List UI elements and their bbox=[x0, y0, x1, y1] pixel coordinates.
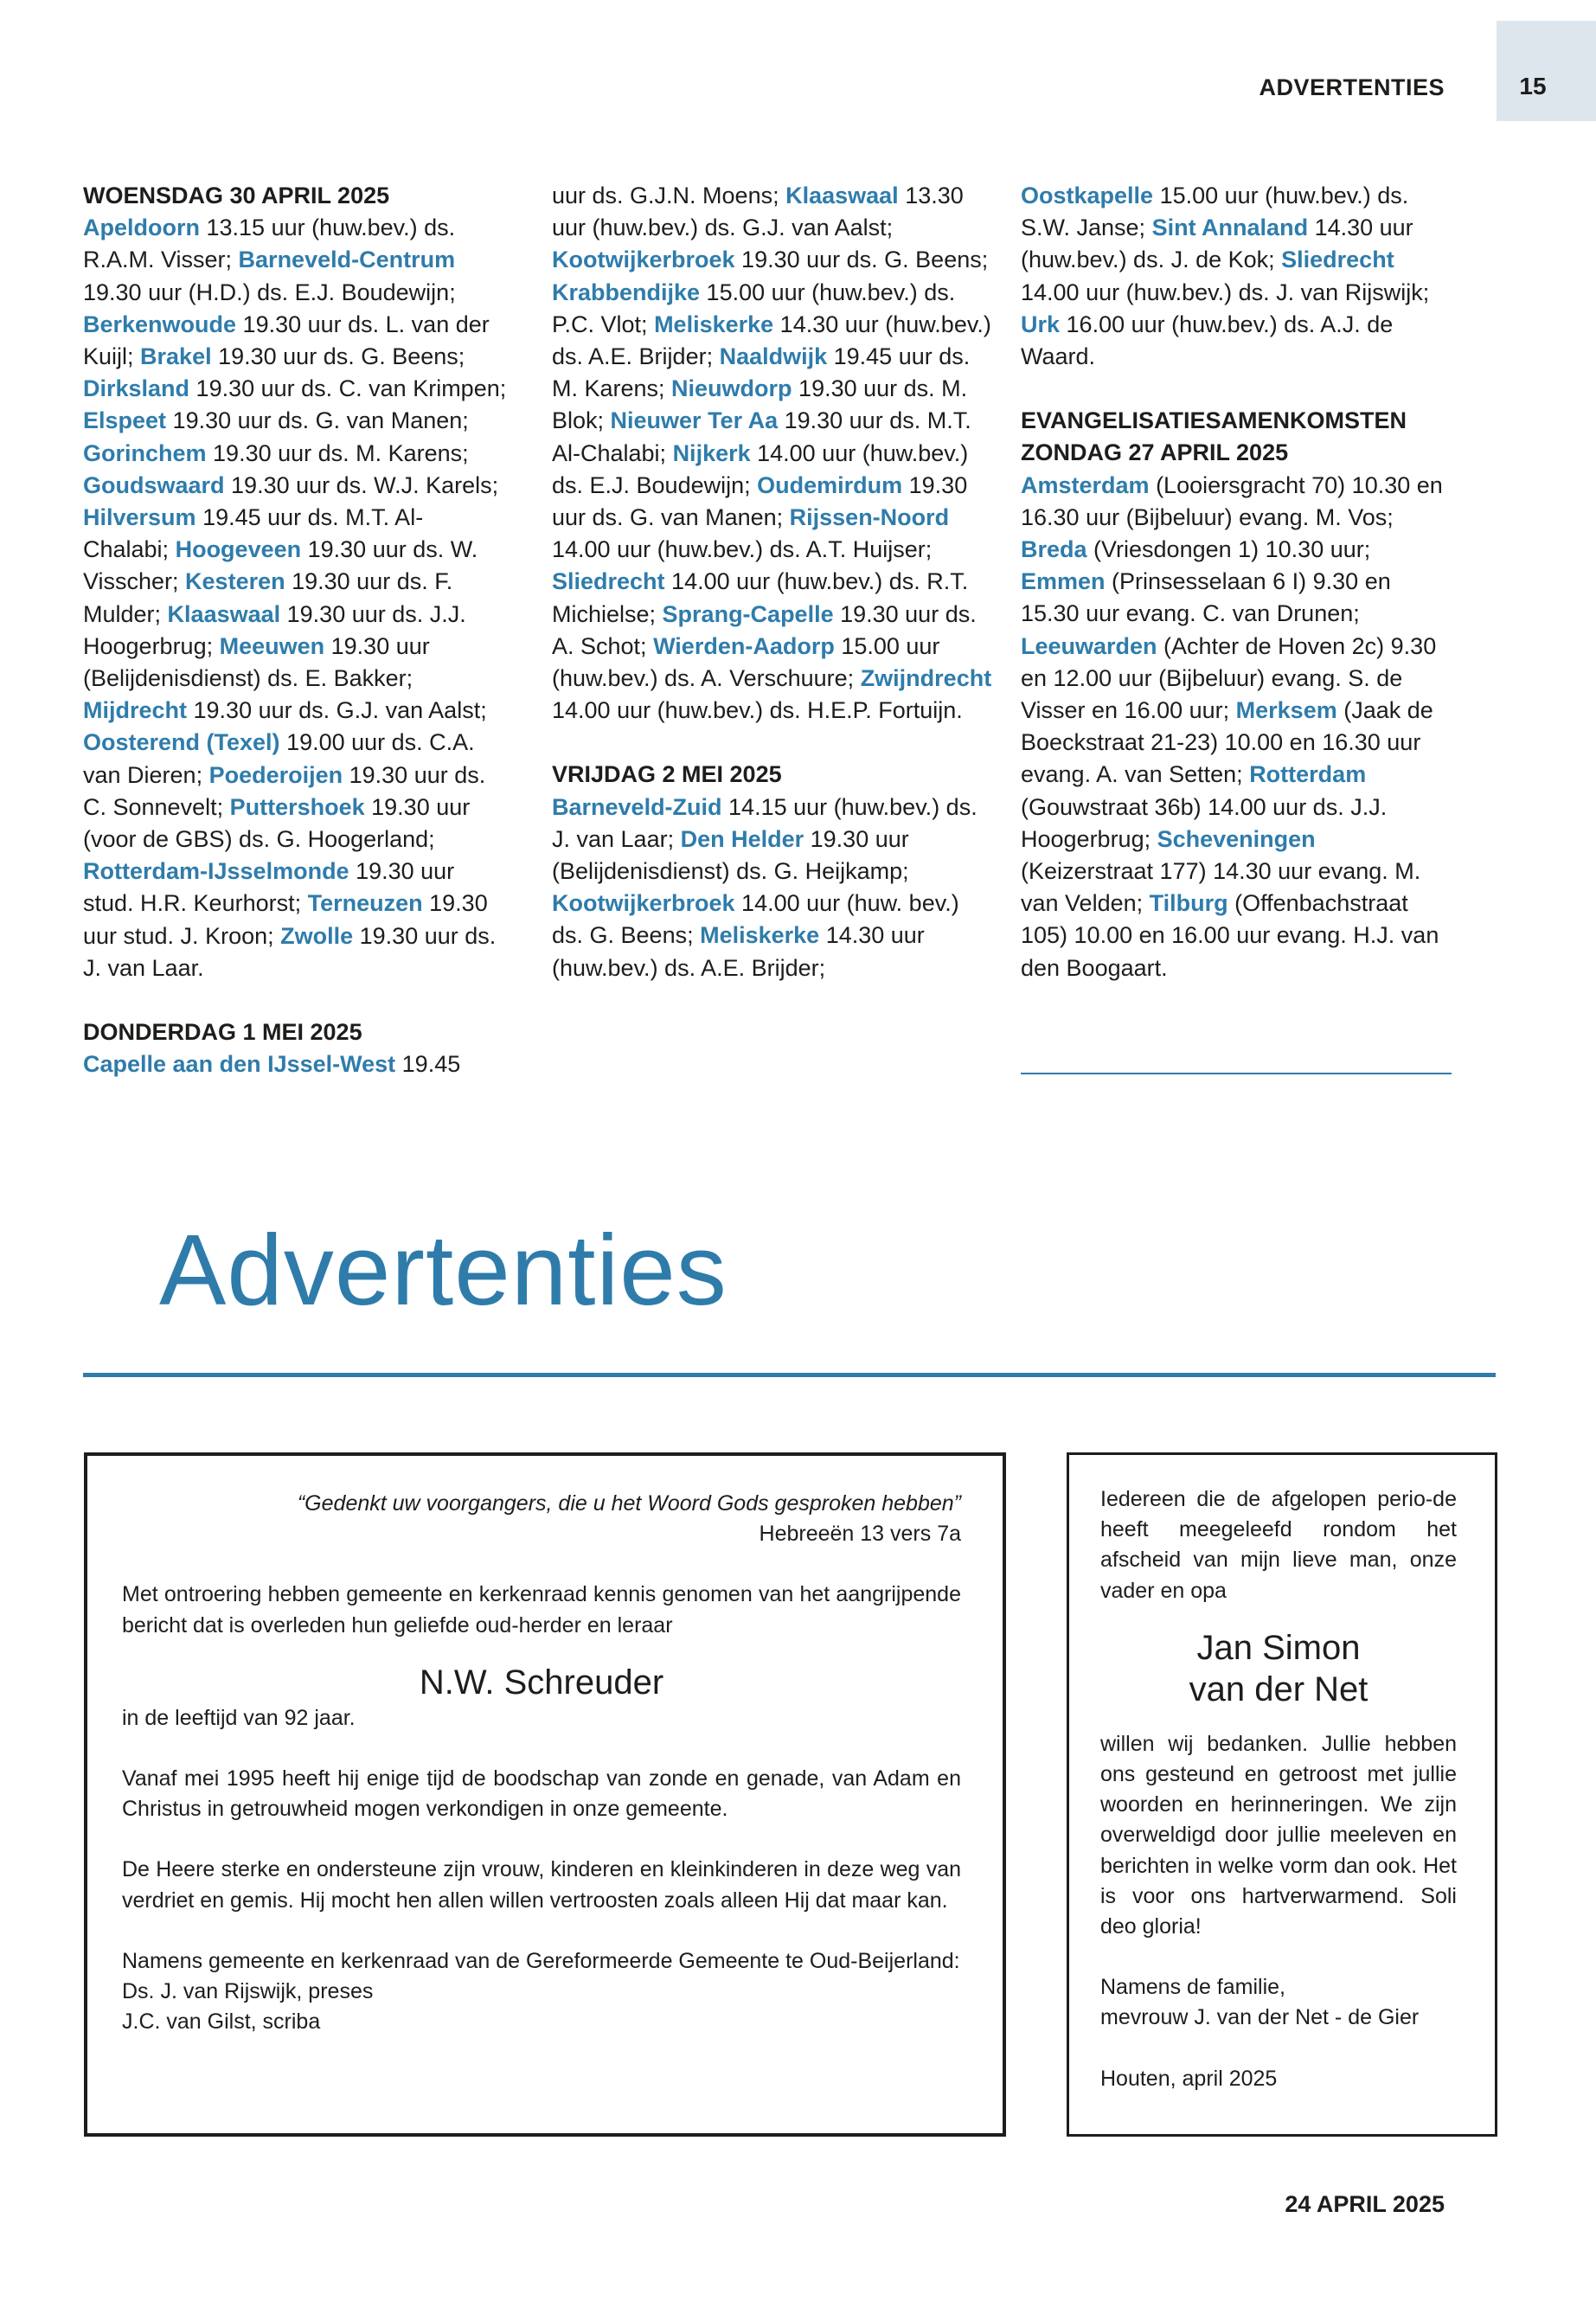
place-name: Nieuwer Ter Aa bbox=[610, 407, 779, 434]
place-name: Nieuwdorp bbox=[671, 375, 792, 402]
signature-line: Namens de familie, bbox=[1100, 1975, 1285, 2000]
place-name: Wierden-Aadorp bbox=[653, 632, 835, 659]
ad-paragraph: De Heere sterke en ondersteune zijn vrouw, kinderen en kleinkinderen in deze weg van verdriet en gemis. Hij mocht hen allen willen vertroosten zoals alleen Hij dat maar kan. bbox=[122, 1857, 961, 1913]
place-name: Terneuzen bbox=[307, 890, 423, 917]
place-name: Sliedrecht bbox=[552, 568, 665, 595]
place-name: Tilburg bbox=[1149, 890, 1228, 917]
place-name: Oudemirdum bbox=[757, 471, 903, 498]
place-name: Gorinchem bbox=[83, 439, 207, 466]
place-name: Brakel bbox=[140, 343, 212, 370]
place-name: Mijdrecht bbox=[83, 697, 188, 724]
listing-paragraph: Apeldoorn 13.15 uur (huw.bev.) ds. R.A.M. Visser; Barneveld-Centrum 19.30 uur (H.D.) ds. E.J. Boudewijn; Berkenwoude 19.30 uur ds. L. van der Kuijl; Brakel 19.30 uur ds. G. Beens; Dirksland 19.30 uur ds. C. van Krimpen; Elspeet 19.30 uur ds. G. van Manen; Gorinchem 19.30 uur ds. M. Karens; Goudswaard 19.30 uur ds. W.J. Karels; Hilversum 19.45 uur ds. M.T. Al-Chalabi; Hoogeveen 19.30 uur ds. W. Visscher; Kesteren 19.30 uur ds. F. Mulder; Klaaswaal 19.30 uur ds. J.J. Hoogerbrug; Meeuwen 19.30 uur (Belijdenisdienst) ds. E. Bakker; Mijdrecht 19.30 uur ds. G.J. van Aalst; Oosterend (Texel) 19.00 uur ds. C.A. van Dieren; Poederoijen 19.30 uur ds. C. Sonnevelt; Puttershoek 19.30 uur (voor de GBS) ds. G. Hoogerland; Rotterdam-IJsselmonde 19.30 uur stud. H.R. Keurhorst; Terneuzen 19.30 uur stud. J. Kroon; Zwolle 19.30 uur ds. J. van Laar. bbox=[83, 215, 507, 981]
place-name: Sprang-Capelle bbox=[662, 600, 834, 627]
listing-paragraph: uur ds. G.J.N. Moens; Klaaswaal 13.30 uur (huw.bev.) ds. G.J. van Aalst; Kootwijkerbroek 19.30 uur ds. G. Beens; Krabbendijke 15.00 uur (huw.bev.) ds. P.C. Vlot; Meliskerke 14.30 uur (huw.bev.) ds. A.E. Brijder; Naaldwijk 19.45 uur ds. M. Karens; Nieuwdorp 19.30 uur ds. M. Blok; Nieuwer Ter Aa 19.30 uur ds. M.T. Al-Chalabi; Nijkerk 14.00 uur (huw.bev.) ds. E.J. Boudewijn; Oudemirdum 19.30 uur ds. G. van Manen; Rijssen-Noord 14.00 uur (huw.bev.) ds. A.T. Huijser; Sliedrecht 14.00 uur (huw.bev.) ds. R.T. Michielse; Sprang-Capelle 19.30 uur ds. A. Schot; Wierden-Aadorp 15.00 uur (huw.bev.) ds. A. Verschuure; Zwijndrecht 14.00 uur (huw.bev.) ds. H.E.P. Fortuijn. bbox=[552, 183, 992, 724]
listing-paragraph: Oostkapelle 15.00 uur (huw.bev.) ds. S.W. Janse; Sint Annaland 14.30 uur (huw.bev.) ds. J. de Kok; Sliedrecht 14.00 uur (huw.bev.) ds. J. van Rijswijk; Urk 16.00 uur (huw.bev.) ds. A.J. de Waard. bbox=[1021, 183, 1430, 370]
place-name: Rotterdam bbox=[1249, 761, 1367, 788]
column-1 bbox=[83, 180, 507, 1080]
place-name: Apeldoorn bbox=[83, 215, 200, 241]
place-name: Sint Annaland bbox=[1151, 215, 1309, 241]
place-name: Meeuwen bbox=[219, 632, 325, 659]
place-name: Oostkapelle bbox=[1021, 183, 1154, 208]
section-heading: EVANGELISATIESAMENKOMSTEN bbox=[1021, 407, 1407, 434]
place-name: Barneveld-Zuid bbox=[552, 793, 722, 820]
place-name: Naaldwijk bbox=[719, 343, 828, 370]
bible-quote: “Gedenkt uw voorgangers, die u het Woord Gods gesproken hebben” bbox=[297, 1491, 961, 1516]
place-name: Amsterdam bbox=[1021, 471, 1150, 498]
place-name: Nijkerk bbox=[672, 439, 751, 466]
place-name: Capelle aan den IJssel-West bbox=[83, 1051, 396, 1078]
signature-line: mevrouw J. van der Net - de Gier bbox=[1100, 2005, 1420, 2030]
place-name: Oosterend (Texel) bbox=[83, 729, 280, 756]
place-name: Goudswaard bbox=[83, 471, 225, 498]
place-name: Krabbendijke bbox=[552, 279, 701, 305]
place-name: Dirksland bbox=[83, 375, 190, 402]
place-name: Rijssen-Noord bbox=[789, 504, 950, 531]
ad-obituary bbox=[84, 1452, 1006, 2137]
issue-date: 24 APRIL 2025 bbox=[1285, 2191, 1445, 2217]
place-name: Zwolle bbox=[280, 922, 354, 949]
page-number-tab bbox=[1497, 21, 1596, 121]
place-name: Klaaswaal bbox=[167, 600, 281, 627]
page-number: 15 bbox=[1519, 73, 1547, 99]
place-name: Kootwijkerbroek bbox=[552, 890, 735, 917]
place-name: Den Helder bbox=[680, 825, 804, 852]
ads-title-rule bbox=[83, 1373, 1496, 1377]
place-name: Berkenwoude bbox=[83, 311, 237, 337]
place-name: Urk bbox=[1021, 311, 1061, 337]
day-heading: WOENSDAG 30 APRIL 2025 bbox=[83, 183, 390, 208]
day-heading: DONDERDAG 1 MEI 2025 bbox=[83, 1019, 362, 1046]
ad-thanks bbox=[1067, 1452, 1497, 2137]
bible-reference: Hebreeën 13 vers 7a bbox=[759, 1522, 961, 1547]
place-name: Zwijndrecht bbox=[860, 665, 992, 692]
place-name: Sliedrecht bbox=[1281, 247, 1394, 273]
column-2 bbox=[552, 180, 993, 984]
place-name: Kootwijkerbroek bbox=[552, 247, 735, 273]
ads-title: Advertenties bbox=[159, 1214, 727, 1326]
ad-paragraph: willen wij bedanken. Jullie hebben ons gesteund en getroost met jullie woorden en herinneringen. We zijn overweldigd door jullie meeleven en berichten in welke vorm dan ook. Het is voor ons hartverwarmend. Soli deo gloria! bbox=[1100, 1731, 1457, 1939]
place-name: Emmen bbox=[1021, 568, 1106, 595]
listing-paragraph: Barneveld-Zuid 14.15 uur (huw.bev.) ds. J. van Laar; Den Helder 19.30 uur (Belijdenisdienst) ds. G. Heijkamp; Kootwijkerbroek 14.00 uur (huw. bev.) ds. G. Beens; Meliskerke 14.30 uur (huw.bev.) ds. A.E. Brijder; bbox=[552, 793, 977, 981]
place-name: Poederoijen bbox=[208, 761, 343, 788]
place-name: Merksem bbox=[1235, 697, 1337, 724]
signature-line: J.C. van Gilst, scriba bbox=[122, 2009, 321, 2035]
person-name bbox=[1100, 1627, 1457, 1710]
place-name: Breda bbox=[1021, 536, 1087, 563]
listing-paragraph: Amsterdam (Looiersgracht 70) 10.30 en 16.30 uur (Bijbeluur) evang. M. Vos; Breda (Vriesdongen 1) 10.30 uur; Emmen (Prinsesselaan 6 I) 9.30 en 15.30 uur evang. C. van Drunen; Leeuwarden (Achter de Hoven 2c) 9.30 en 12.00 uur (Bijbeluur) evang. S. de Visser en 16.00 uur; Merksem (Jaak de Boeckstraat 21-23) 10.00 en 16.30 uur evang. A. van Setten; Rotterdam (Gouwstraat 36b) 14.00 uur ds. J.J. Hoogerbrug; Scheveningen (Keizerstraat 177) 14.30 uur evang. M. van Velden; Tilburg (Offenbachstraat 105) 10.00 en 16.00 uur evang. H.J. van den Boogaart. bbox=[1021, 471, 1443, 981]
day-heading: ZONDAG 27 APRIL 2025 bbox=[1021, 439, 1289, 466]
ad-intro: Iedereen die de afgelopen perio-de heeft meegeleefd rondom het afscheid van mijn lieve man, onze vader en opa bbox=[1100, 1487, 1457, 1603]
place-name: Meliskerke bbox=[654, 311, 774, 337]
place-name: Meliskerke bbox=[700, 922, 820, 949]
place-name: Puttershoek bbox=[229, 793, 365, 820]
person-name-line: Jan Simon bbox=[1196, 1628, 1361, 1667]
day-heading: VRIJDAG 2 MEI 2025 bbox=[552, 761, 782, 788]
ad-paragraph: Vanaf mei 1995 heeft hij enige tijd de boodschap van zonde en genade, van Adam en Christus in getrouwheid mogen verkondigen in onze gemeente. bbox=[122, 1766, 961, 1822]
place-name: Rotterdam-IJsselmonde bbox=[83, 858, 349, 885]
place-name: Hilversum bbox=[83, 504, 196, 531]
age-line: in de leeftijd van 92 jaar. bbox=[122, 1705, 356, 1730]
place-name: Elspeet bbox=[83, 407, 167, 434]
place-name: Klaaswaal bbox=[785, 183, 899, 208]
place-date: Houten, april 2025 bbox=[1100, 2066, 1278, 2091]
place-name: Leeuwarden bbox=[1021, 632, 1157, 659]
deceased-name: N.W. Schreuder bbox=[419, 1663, 664, 1702]
signature-block: Namens gemeente en kerkenraad van de Gereformeerde Gemeente te Oud-Beijerland: bbox=[122, 1948, 960, 1973]
place-name: Barneveld-Centrum bbox=[238, 247, 456, 273]
place-name: Scheveningen bbox=[1157, 825, 1316, 852]
listing-paragraph: Capelle aan den IJssel-West 19.45 bbox=[83, 1051, 461, 1078]
column-3 bbox=[1021, 180, 1453, 984]
ad-intro: Met ontroering hebben gemeente en kerkenraad kennis genomen van het aangrijpende bericht dat is overleden hun geliefde oud-herder en leraar bbox=[122, 1582, 961, 1638]
signature-line: Ds. J. van Rijswijk, preses bbox=[122, 1979, 374, 2004]
person-name-line: van der Net bbox=[1189, 1670, 1368, 1708]
section-label: ADVERTENTIES bbox=[1259, 74, 1445, 100]
place-name: Hoogeveen bbox=[175, 536, 302, 563]
place-name: Kesteren bbox=[185, 568, 285, 595]
column-end-rule bbox=[1021, 1073, 1452, 1074]
